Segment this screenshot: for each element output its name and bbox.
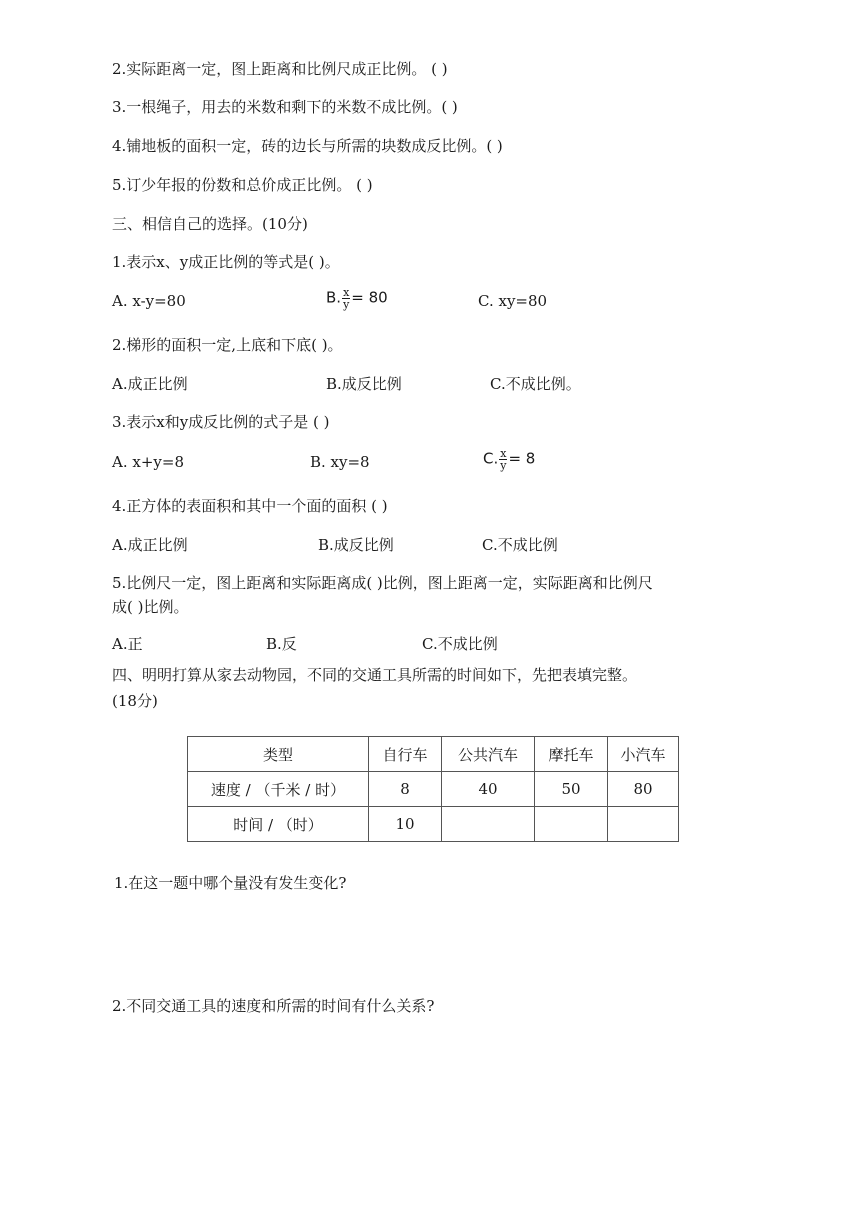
q1-option-b <box>326 287 388 310</box>
judge-item-4: 4.铺地板的面积一定，砖的边长与所需的块数成反比例。( ) <box>112 137 503 155</box>
section-4-q2: 2.不同交通工具的速度和所需的时间有什么关系? <box>112 997 435 1015</box>
section-4-q1: 1.在这一题中哪个量没有发生变化? <box>114 874 347 892</box>
q1-option-a: A. x-y=80 <box>112 292 186 310</box>
q2-stem: 2.梯形的面积一定,上底和下底( )。 <box>112 336 343 354</box>
q3-option-c-prefix: C. <box>483 449 499 468</box>
q2-option-c: C.不成比例。 <box>490 375 581 393</box>
q3-option-c-fraction <box>499 448 507 471</box>
table-cell-blank[interactable] <box>608 807 679 842</box>
q5-stem-line-1: 5.比例尺一定，图上距离和实际距离成( )比例，图上距离一定，实际距离和比例尺 <box>112 574 653 592</box>
section-3-heading: 三、相信自己的选择。(10分) <box>112 215 308 233</box>
table-row-time <box>188 807 679 842</box>
q1-fraction-denominator: y <box>343 298 350 311</box>
table-cell: 速度 / （千米 / 时） <box>188 772 369 807</box>
q4-option-b: B.成反比例 <box>318 536 394 554</box>
transport-table <box>187 736 679 842</box>
table-cell-blank[interactable] <box>535 807 608 842</box>
section-4-heading-line-2: (18分) <box>112 692 158 710</box>
section-4-heading-line-1: 四、明明打算从家去动物园，不同的交通工具所需的时间如下，先把表填完整。 <box>112 666 638 684</box>
q3-option-b: B. xy=8 <box>310 453 370 471</box>
table-cell: 时间 / （时） <box>188 807 369 842</box>
table-cell-blank[interactable] <box>442 807 535 842</box>
q3-option-c <box>483 448 535 471</box>
q2-option-a: A.成正比例 <box>112 375 188 393</box>
q5-option-c: C.不成比例 <box>422 635 498 653</box>
q2-option-b: B.成反比例 <box>326 375 402 393</box>
table-row-speed <box>188 772 679 807</box>
table-cell: 40 <box>442 772 535 807</box>
table-cell: 50 <box>535 772 608 807</box>
judge-item-2: 2.实际距离一定，图上距离和比例尺成正比例。 ( ) <box>112 60 448 78</box>
q1-option-c: C. xy=80 <box>478 292 548 310</box>
table-header-cell: 自行车 <box>369 737 442 772</box>
q5-stem-line-2: 成( )比例。 <box>112 598 189 616</box>
judge-item-3: 3.一根绳子，用去的米数和剩下的米数不成比例。( ) <box>112 98 458 116</box>
q5-option-b: B.反 <box>266 635 297 653</box>
table-header-cell: 类型 <box>188 737 369 772</box>
q5-option-a: A.正 <box>112 635 143 653</box>
table-cell: 80 <box>608 772 679 807</box>
q1-fraction-numerator: x <box>343 286 350 299</box>
table-header-cell: 摩托车 <box>535 737 608 772</box>
q3-stem: 3.表示x和y成反比例的式子是 ( ) <box>112 413 330 431</box>
q4-option-c: C.不成比例 <box>482 536 558 554</box>
q1-option-b-prefix: B. <box>326 288 342 307</box>
table-header-cell: 公共汽车 <box>442 737 535 772</box>
q4-option-a: A.成正比例 <box>112 536 188 554</box>
q1-option-b-rest: = 80 <box>351 288 388 307</box>
q3-option-c-rest: = 8 <box>508 449 536 468</box>
q3-fraction-denominator: y <box>500 459 507 472</box>
q1-option-b-fraction <box>342 287 350 310</box>
table-cell: 8 <box>369 772 442 807</box>
table-cell: 10 <box>369 807 442 842</box>
q4-stem: 4.正方体的表面积和其中一个面的面积 ( ) <box>112 497 388 515</box>
table-header-cell: 小汽车 <box>608 737 679 772</box>
q3-option-a: A. x+y=8 <box>112 453 184 471</box>
judge-item-5: 5.订少年报的份数和总价成正比例。 ( ) <box>112 176 373 194</box>
table-header-row <box>188 737 679 772</box>
q1-stem: 1.表示x、y成正比例的等式是( )。 <box>112 253 340 271</box>
q3-fraction-numerator: x <box>500 447 507 460</box>
